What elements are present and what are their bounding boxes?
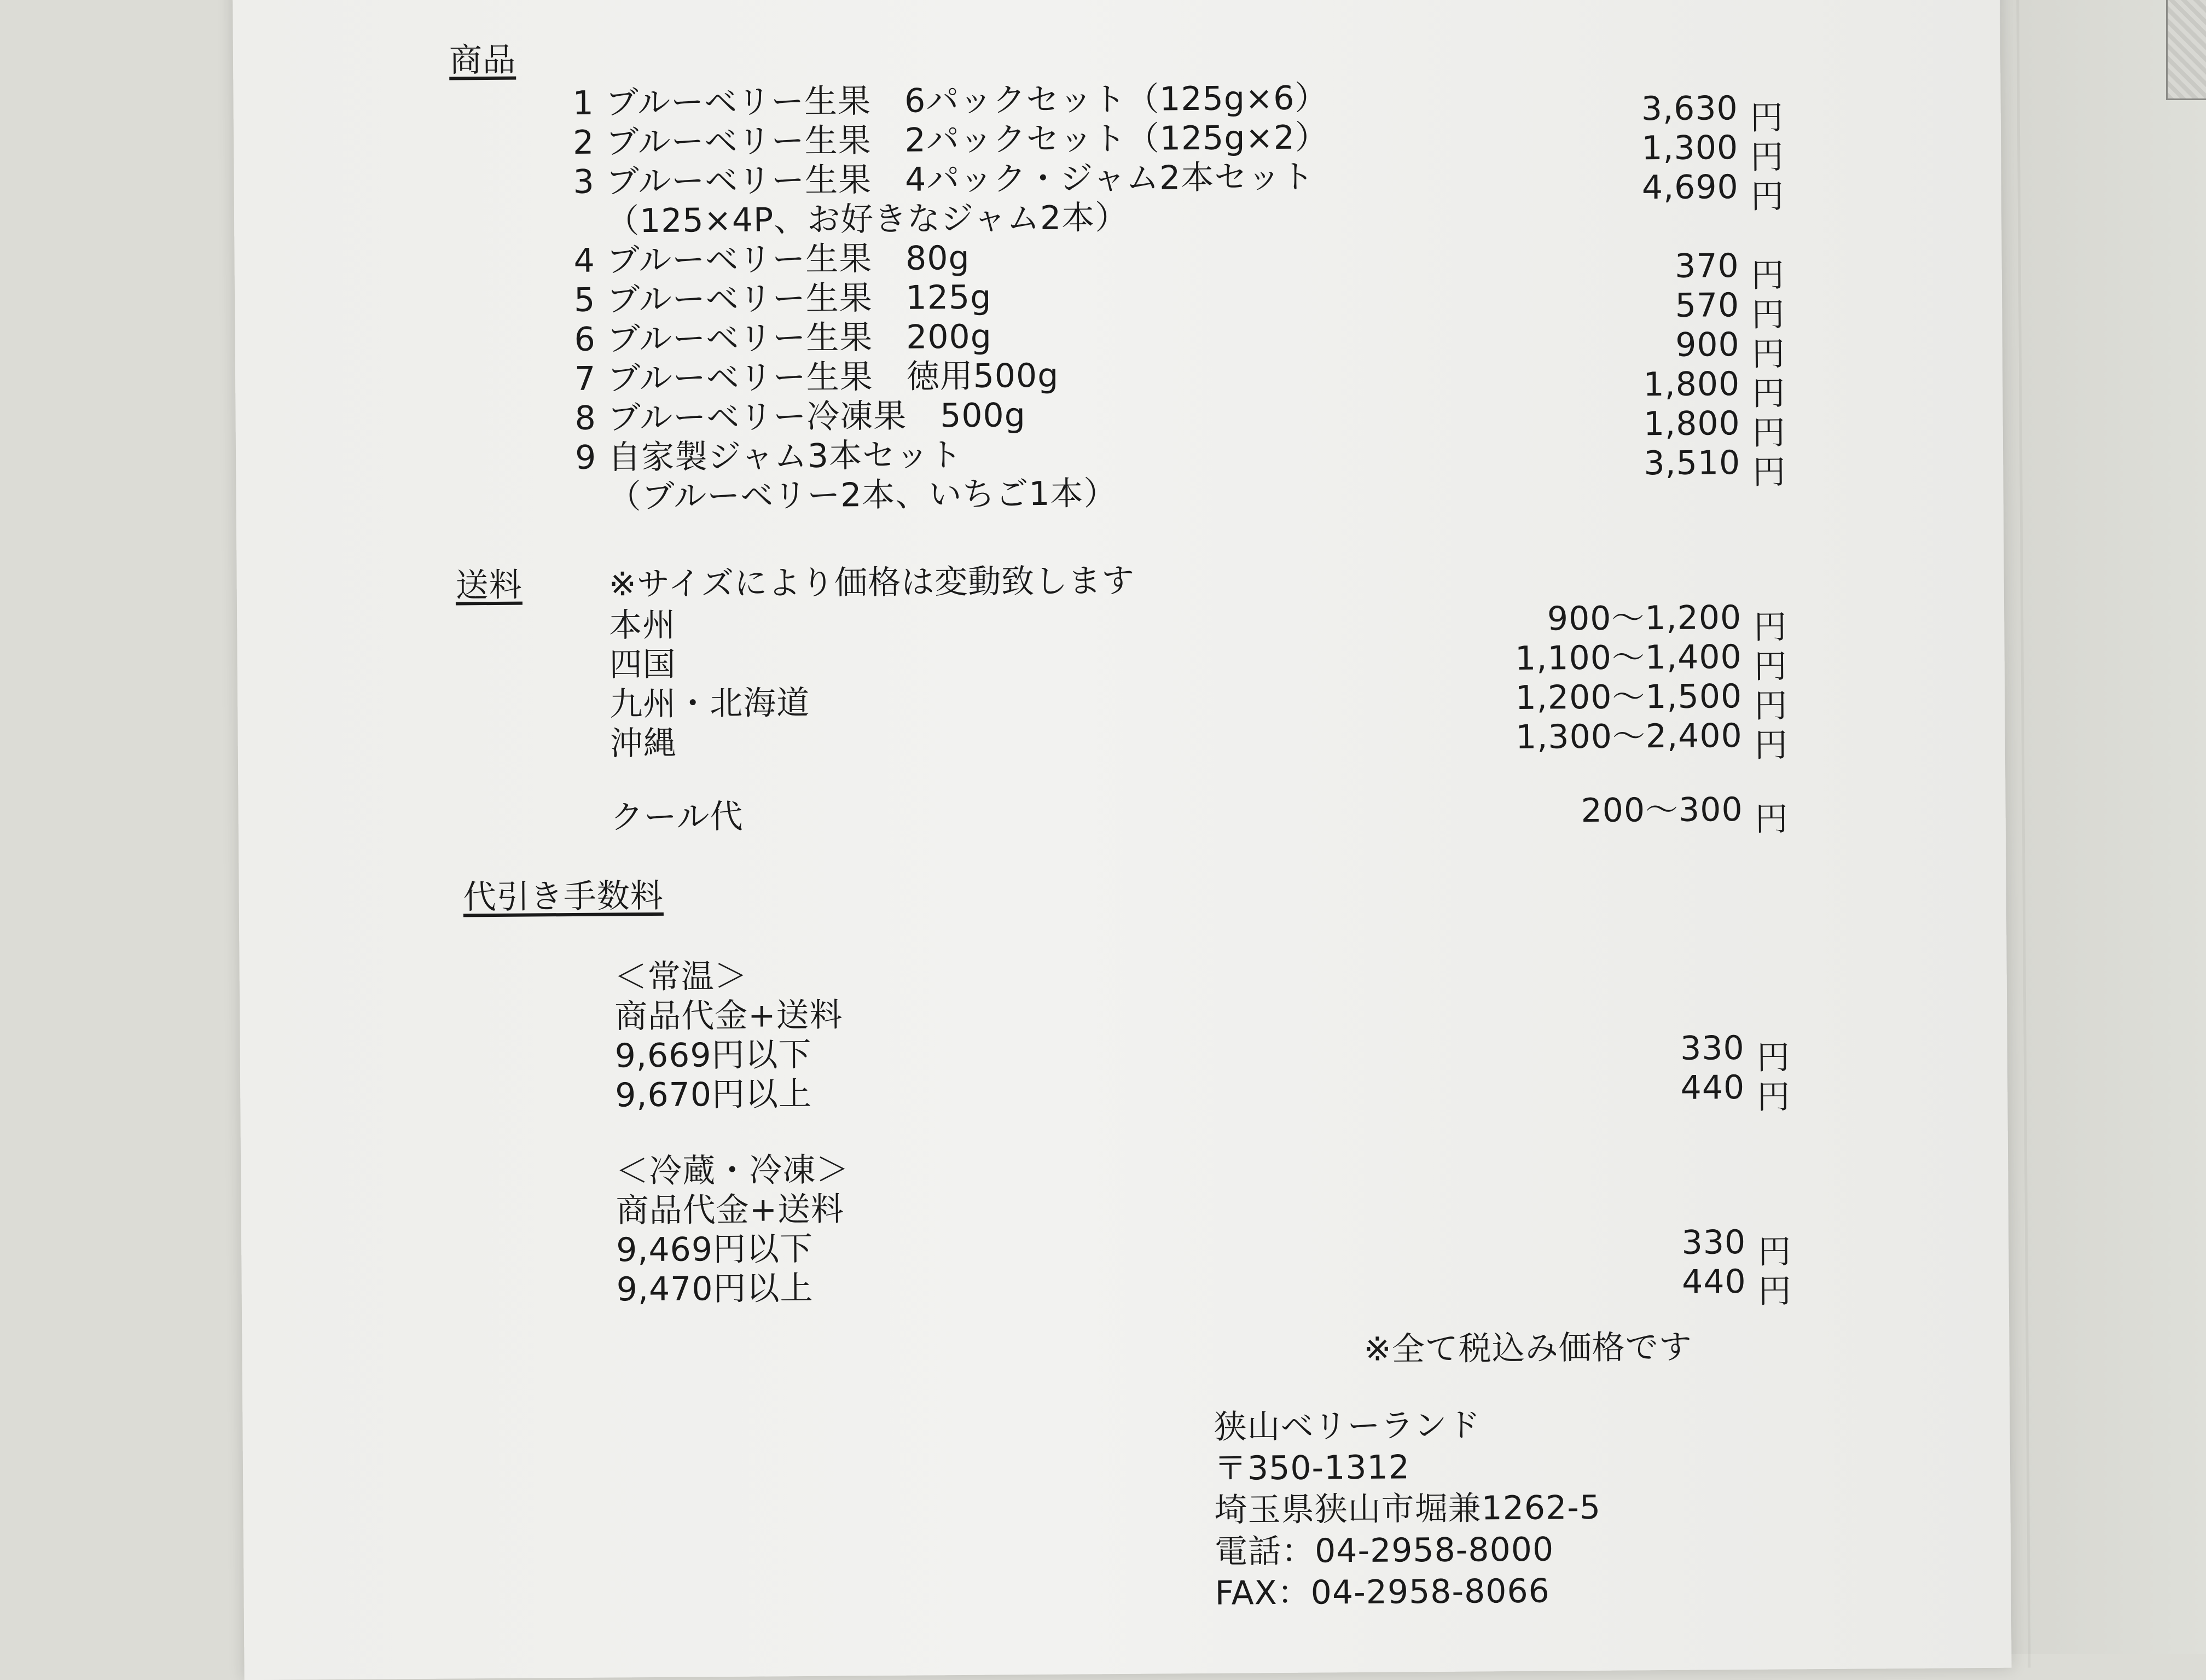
product-yen: 円 [1751, 295, 1785, 334]
shop-name: 狭山ベリーランド [1214, 1406, 1481, 1446]
shipping-heading: 送料 [455, 566, 523, 605]
product-number: 1 [572, 84, 595, 123]
product-note: （125×4P、お好きなジャム2本） [606, 198, 1129, 241]
product-number: 6 [574, 320, 596, 359]
product-price: 3,630 [1641, 89, 1738, 129]
products-heading: 商品 [449, 40, 516, 80]
shipping-yen: 円 [1754, 687, 1787, 725]
product-yen: 円 [1752, 374, 1785, 413]
product-yen: 円 [1751, 256, 1785, 295]
cool-fee-label: クール代 [610, 797, 744, 837]
cod-yen: 円 [1756, 1038, 1790, 1077]
phone: 電話：04-2958-8000 [1214, 1530, 1554, 1571]
shipping-region: 本州 [608, 606, 676, 645]
cod-price: 330 [1681, 1223, 1746, 1262]
product-yen: 円 [1750, 138, 1784, 177]
cod-threshold: 9,469円以下 [616, 1229, 814, 1270]
product-name: ブルーベリー生果 125g [606, 278, 992, 319]
product-name: 自家製ジャム3本セット [607, 435, 963, 477]
product-name: ブルーベリー生果 4パック・ジャム2本セット [606, 158, 1315, 201]
cod-yen: 円 [1757, 1078, 1790, 1117]
address: 埼玉県狭山市堀兼1262-5 [1214, 1488, 1601, 1530]
product-yen: 円 [1752, 414, 1786, 452]
product-name: ブルーベリー生果 徳用500g [607, 356, 1059, 398]
product-price: 1,800 [1643, 404, 1740, 444]
product-price: 370 [1674, 247, 1739, 286]
fax: FAX：04-2958-8066 [1215, 1572, 1551, 1613]
shipping-yen: 円 [1754, 726, 1788, 765]
product-name: ブルーベリー生果 80g [606, 239, 970, 280]
product-name: ブルーベリー冷凍果 500g [607, 396, 1026, 438]
product-number: 9 [574, 438, 597, 477]
product-name: ブルーベリー生果 2パックセット（125g×2） [605, 118, 1329, 162]
cod-price: 440 [1681, 1263, 1746, 1301]
product-yen: 円 [1750, 177, 1784, 216]
product-number: 5 [573, 281, 596, 319]
shipping-price: 1,100～1,400 [1514, 638, 1742, 678]
cod-price: 440 [1680, 1068, 1745, 1107]
price-list-sheet [233, 0, 2012, 1680]
product-price: 900 [1675, 325, 1740, 364]
product-number: 2 [572, 123, 595, 162]
cool-fee-yen: 円 [1755, 800, 1789, 839]
shipping-price: 1,300～2,400 [1515, 717, 1743, 757]
product-yen: 円 [1750, 98, 1784, 137]
product-yen: 円 [1752, 453, 1786, 492]
product-price: 3,510 [1644, 444, 1741, 483]
wall-background [1998, 0, 2206, 1654]
cod-chilled-basis: 商品代金+送料 [616, 1190, 845, 1230]
shipping-region: 沖縄 [609, 724, 677, 763]
shipping-region: 九州・北海道 [609, 683, 810, 724]
product-price: 4,690 [1641, 168, 1739, 207]
cod-price: 330 [1680, 1029, 1745, 1068]
cool-fee-price: 200～300 [1581, 790, 1743, 830]
tax-note: ※全て税込み価格です [1363, 1328, 1693, 1369]
product-number: 4 [573, 241, 596, 280]
product-number: 3 [573, 162, 595, 201]
product-name: ブルーベリー生果 200g [607, 317, 992, 359]
postal-code: 〒350-1312 [1214, 1448, 1410, 1488]
product-note: （ブルーベリー2本、いちご1本） [608, 474, 1117, 516]
shipping-region: 四国 [609, 645, 676, 684]
cod-chilled-heading: ＜冷蔵・冷凍＞ [615, 1150, 850, 1191]
shipping-yen: 円 [1754, 608, 1787, 647]
shipping-yen: 円 [1754, 647, 1787, 686]
product-number: 7 [574, 359, 596, 398]
product-price: 1,800 [1643, 365, 1740, 404]
cod-yen: 円 [1758, 1272, 1792, 1311]
cod-threshold: 9,470円以上 [616, 1269, 814, 1309]
cod-normal-basis: 商品代金+送料 [614, 996, 843, 1036]
product-price: 570 [1675, 286, 1740, 325]
cod-yen: 円 [1758, 1233, 1791, 1271]
cod-normal-heading: ＜常温＞ [614, 957, 748, 997]
product-name: ブルーベリー生果 6パックセット（125g×6） [605, 79, 1328, 123]
cod-threshold: 9,670円以上 [614, 1074, 812, 1115]
cod-heading: 代引き手数料 [463, 876, 664, 917]
shipping-note: ※サイズにより価格は変動致します [608, 561, 1135, 604]
shipping-price: 900～1,200 [1547, 598, 1742, 638]
product-number: 8 [574, 399, 597, 438]
cod-threshold: 9,669円以下 [614, 1035, 812, 1076]
product-price: 1,300 [1641, 129, 1739, 168]
product-yen: 円 [1751, 335, 1785, 374]
shipping-price: 1,200～1,500 [1515, 677, 1743, 717]
binder-clip [2166, 0, 2206, 100]
